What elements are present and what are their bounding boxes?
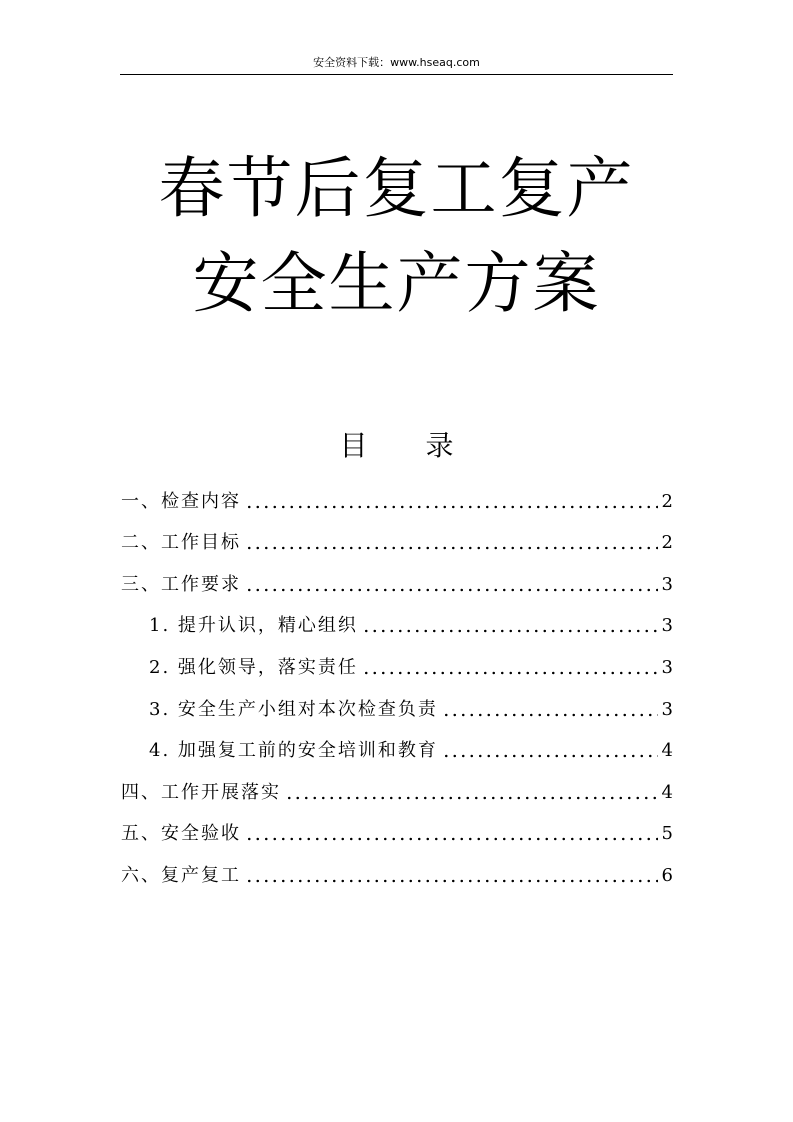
toc-leader-dots — [245, 588, 658, 592]
toc-page-number: 4 — [661, 740, 673, 762]
toc-leader-dots — [285, 796, 658, 800]
toc-page-number: 3 — [661, 656, 673, 678]
toc-entry-work-requirements[interactable] — [121, 555, 673, 597]
toc-entry-label: 二、工作目标 — [121, 532, 241, 554]
toc-subentry-training[interactable] — [121, 722, 673, 764]
toc-page-number: 3 — [661, 698, 673, 720]
toc-leader-dots — [245, 879, 658, 883]
toc-entry-label: 2. 强化领导，落实责任 — [149, 656, 358, 678]
toc-entry-label: 3. 安全生产小组对本次检查负责 — [149, 698, 438, 720]
toc-page-number: 2 — [661, 532, 673, 554]
toc-leader-dots — [245, 837, 658, 841]
toc-entry-label: 五、安全验收 — [121, 823, 241, 845]
toc-leader-dots — [245, 546, 658, 550]
toc-page-number: 3 — [661, 573, 673, 595]
toc-entry-label: 一、检查内容 — [121, 490, 241, 512]
toc-entry-work-goals[interactable] — [121, 514, 673, 556]
toc-entry-label: 四、工作开展落实 — [121, 781, 281, 803]
header-divider — [120, 74, 673, 75]
toc-page-number: 2 — [661, 490, 673, 512]
toc-entry-safety-acceptance[interactable] — [121, 805, 673, 847]
toc-page-number: 6 — [661, 864, 673, 886]
toc-page-number: 5 — [661, 823, 673, 845]
document-title-line-2: 安全生产方案 — [192, 245, 601, 322]
toc-heading — [0, 428, 793, 464]
page-header: 安全资料下载：www.hseaq.com — [313, 56, 480, 69]
toc-heading-left: 目 — [339, 429, 368, 462]
toc-leader-dots — [362, 671, 658, 675]
toc-entry-label: 六、复产复工 — [121, 864, 241, 886]
toc-entry-label: 4. 加强复工前的安全培训和教育 — [149, 740, 438, 762]
toc-leader-dots — [442, 754, 658, 758]
toc-leader-dots — [245, 505, 658, 509]
toc-leader-dots — [442, 713, 658, 717]
table-of-contents — [121, 472, 673, 888]
toc-leader-dots — [362, 629, 658, 633]
toc-entry-implementation[interactable] — [121, 763, 673, 805]
toc-heading-right: 录 — [425, 429, 454, 462]
toc-entry-label: 1. 提升认识，精心组织 — [149, 615, 358, 637]
toc-page-number: 4 — [661, 781, 673, 803]
toc-page-number: 3 — [661, 615, 673, 637]
toc-subentry-leadership[interactable] — [121, 638, 673, 680]
toc-subentry-safety-team[interactable] — [121, 680, 673, 722]
toc-entry-resume-production[interactable] — [121, 846, 673, 888]
document-title-line-1: 春节后复工复产 — [158, 150, 635, 227]
toc-entry-check-content[interactable] — [121, 472, 673, 514]
toc-entry-label: 三、工作要求 — [121, 573, 241, 595]
toc-subentry-awareness[interactable] — [121, 597, 673, 639]
